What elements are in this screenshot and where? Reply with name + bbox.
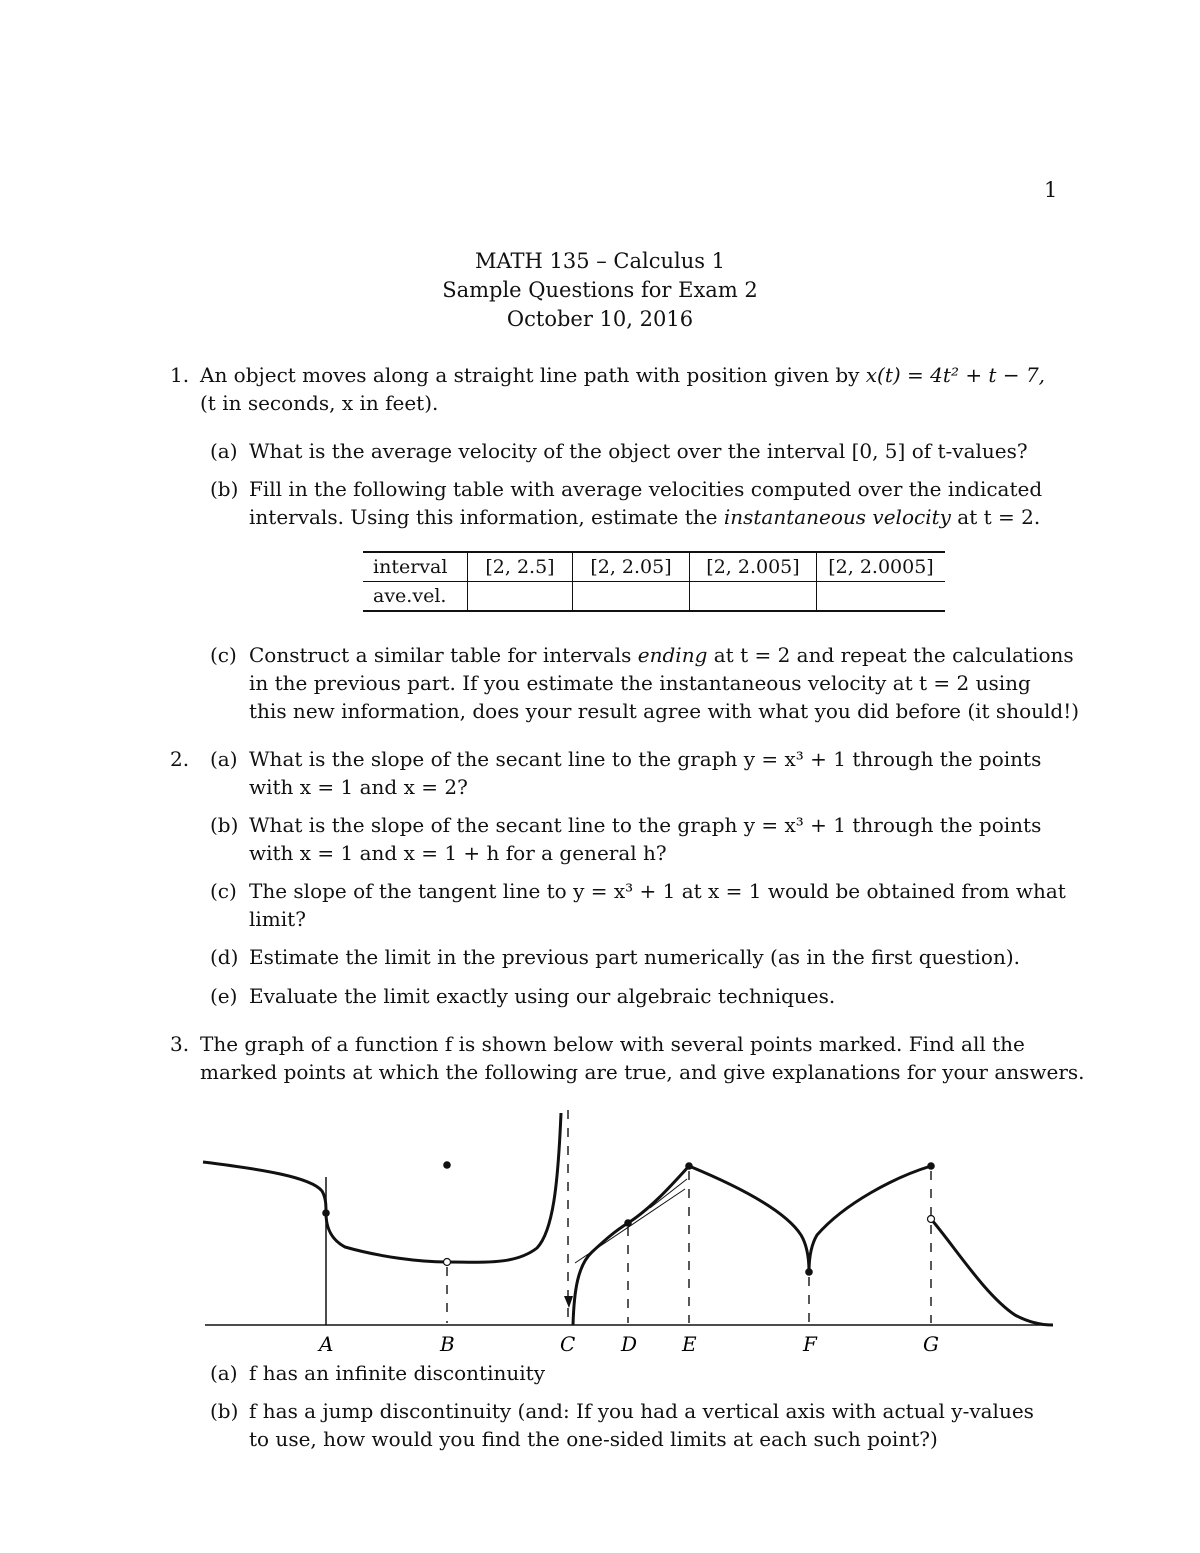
filled-point-a: [322, 1209, 330, 1217]
page-number: 1: [1044, 178, 1058, 202]
point-label-a: A: [319, 1332, 334, 1356]
point-label-b: B: [440, 1332, 455, 1356]
curve-left-of-a: [203, 1162, 326, 1213]
point-label-f: F: [803, 1332, 817, 1356]
question-3b-tag: (b): [210, 1399, 239, 1423]
question-2-number: 2.: [170, 747, 190, 771]
curve-c-to-e: [573, 1166, 689, 1325]
question-1c-tag: (c): [210, 643, 237, 667]
question-3-line2: marked points at which the following are true, and give explanations for your answers.: [200, 1060, 1085, 1084]
question-3a-text: f has an infinite discontinuity: [249, 1361, 545, 1385]
question-1b-emphasis: instantaneous velocity: [723, 505, 951, 529]
question-2a-tag: (a): [210, 747, 238, 771]
question-2c-line1: The slope of the tangent line to y = x³ + 1 at x = 1 would be obtained from what: [249, 879, 1066, 903]
table-header-cell: [2, 2.0005]: [817, 552, 946, 582]
table-header-cell: [2, 2.005]: [690, 552, 817, 582]
course-title: MATH 135 – Calculus 1: [474, 249, 726, 273]
question-1c-line1: [249, 641, 1074, 669]
filled-point-g: [927, 1162, 935, 1170]
question-3b-line2: to use, how would you find the one-sided limits at each such point?): [249, 1427, 938, 1451]
curve-right-of-g: [931, 1219, 1053, 1325]
question-2e-text: Evaluate the limit exactly using our algebraic techniques.: [249, 984, 836, 1008]
isolated-point-b: [443, 1161, 451, 1169]
question-2e-tag: (e): [210, 984, 238, 1008]
filled-point-f: [805, 1268, 813, 1276]
question-1-formula: x(t) = 4t² + t − 7,: [865, 363, 1046, 387]
question-1b-line2-post: at t = 2.: [950, 505, 1041, 529]
table-row: [363, 582, 945, 612]
question-1c-line1-post: at t = 2 and repeat the calculations: [707, 643, 1074, 667]
question-2b-line2: with x = 1 and x = 1 + h for a general h?: [249, 841, 667, 865]
question-1b-line1: Fill in the following table with average velocities computed over the indicated: [249, 477, 1043, 501]
question-2b-tag: (b): [210, 813, 239, 837]
question-1c-line2: in the previous part. If you estimate the instantaneous velocity at t = 2 using: [249, 671, 1031, 695]
table-header-cell: [2, 2.5]: [468, 552, 573, 582]
filled-point-e: [685, 1162, 693, 1170]
point-label-c: C: [560, 1332, 576, 1356]
question-2b-line1: What is the slope of the secant line to the graph y = x³ + 1 through the points: [249, 813, 1042, 837]
function-graph: [195, 1105, 1065, 1360]
question-1b-line2: [249, 503, 1040, 531]
question-1b-line2-pre: intervals. Using this information, estimate the: [249, 505, 724, 529]
document-date: October 10, 2016: [506, 307, 694, 331]
curve-a-to-b: [326, 1213, 447, 1262]
question-3b-line1: f has a jump discontinuity (and: If you had a vertical axis with actual y-values: [249, 1399, 1034, 1423]
question-1b-tag: (b): [210, 477, 239, 501]
table-header-row: [363, 552, 945, 582]
question-1c-line1-pre: Construct a similar table for intervals: [249, 643, 638, 667]
question-2a-line2: with x = 1 and x = 2?: [249, 775, 468, 799]
question-2a-line1: What is the slope of the secant line to the graph y = x³ + 1 through the points: [249, 747, 1042, 771]
tangent-line-e: [650, 1179, 687, 1208]
question-1-number: 1.: [170, 363, 190, 387]
document-subtitle: Sample Questions for Exam 2: [442, 278, 758, 302]
question-1-stem-line2: (t in seconds, x in feet).: [200, 391, 439, 415]
question-1c-line3: this new information, does your result agree with what you did before (it should!): [249, 699, 1080, 723]
open-point-b: [444, 1259, 451, 1266]
question-3a-tag: (a): [210, 1361, 238, 1385]
point-label-g: G: [923, 1332, 939, 1356]
question-2c-line2: limit?: [249, 907, 306, 931]
filled-point-c-marker: [564, 1296, 573, 1308]
table-row-label: ave.vel.: [363, 582, 468, 612]
point-label-e: E: [682, 1332, 697, 1356]
table-header-cell: interval: [363, 552, 468, 582]
question-1c-emphasis: ending: [637, 643, 708, 667]
question-1a-tag: (a): [210, 439, 238, 463]
question-3-line1: The graph of a function f is shown below with several points marked. Find all the: [200, 1032, 1025, 1056]
question-1-stem: [200, 361, 1045, 389]
table-empty-cell: [690, 582, 817, 612]
table-empty-cell: [573, 582, 690, 612]
filled-point-d: [624, 1219, 632, 1227]
curve-b-to-asymptote: [447, 1113, 561, 1262]
question-2c-tag: (c): [210, 879, 237, 903]
open-point-g: [928, 1216, 935, 1223]
curve-f-to-g: [809, 1166, 931, 1272]
table-empty-cell: [817, 582, 946, 612]
question-2d-text: Estimate the limit in the previous part numerically (as in the first question).: [249, 945, 1020, 969]
table-header-cell: [2, 2.05]: [573, 552, 690, 582]
question-1a-text: What is the average velocity of the object over the interval [0, 5] of t-values?: [249, 439, 1028, 463]
point-label-d: D: [621, 1332, 638, 1356]
table-empty-cell: [468, 582, 573, 612]
question-1-stem-text: An object moves along a straight line path with position given by: [200, 363, 866, 387]
velocity-table: [363, 551, 945, 612]
question-2d-tag: (d): [210, 945, 239, 969]
curve-e-to-f: [689, 1166, 809, 1272]
question-3-number: 3.: [170, 1032, 190, 1056]
